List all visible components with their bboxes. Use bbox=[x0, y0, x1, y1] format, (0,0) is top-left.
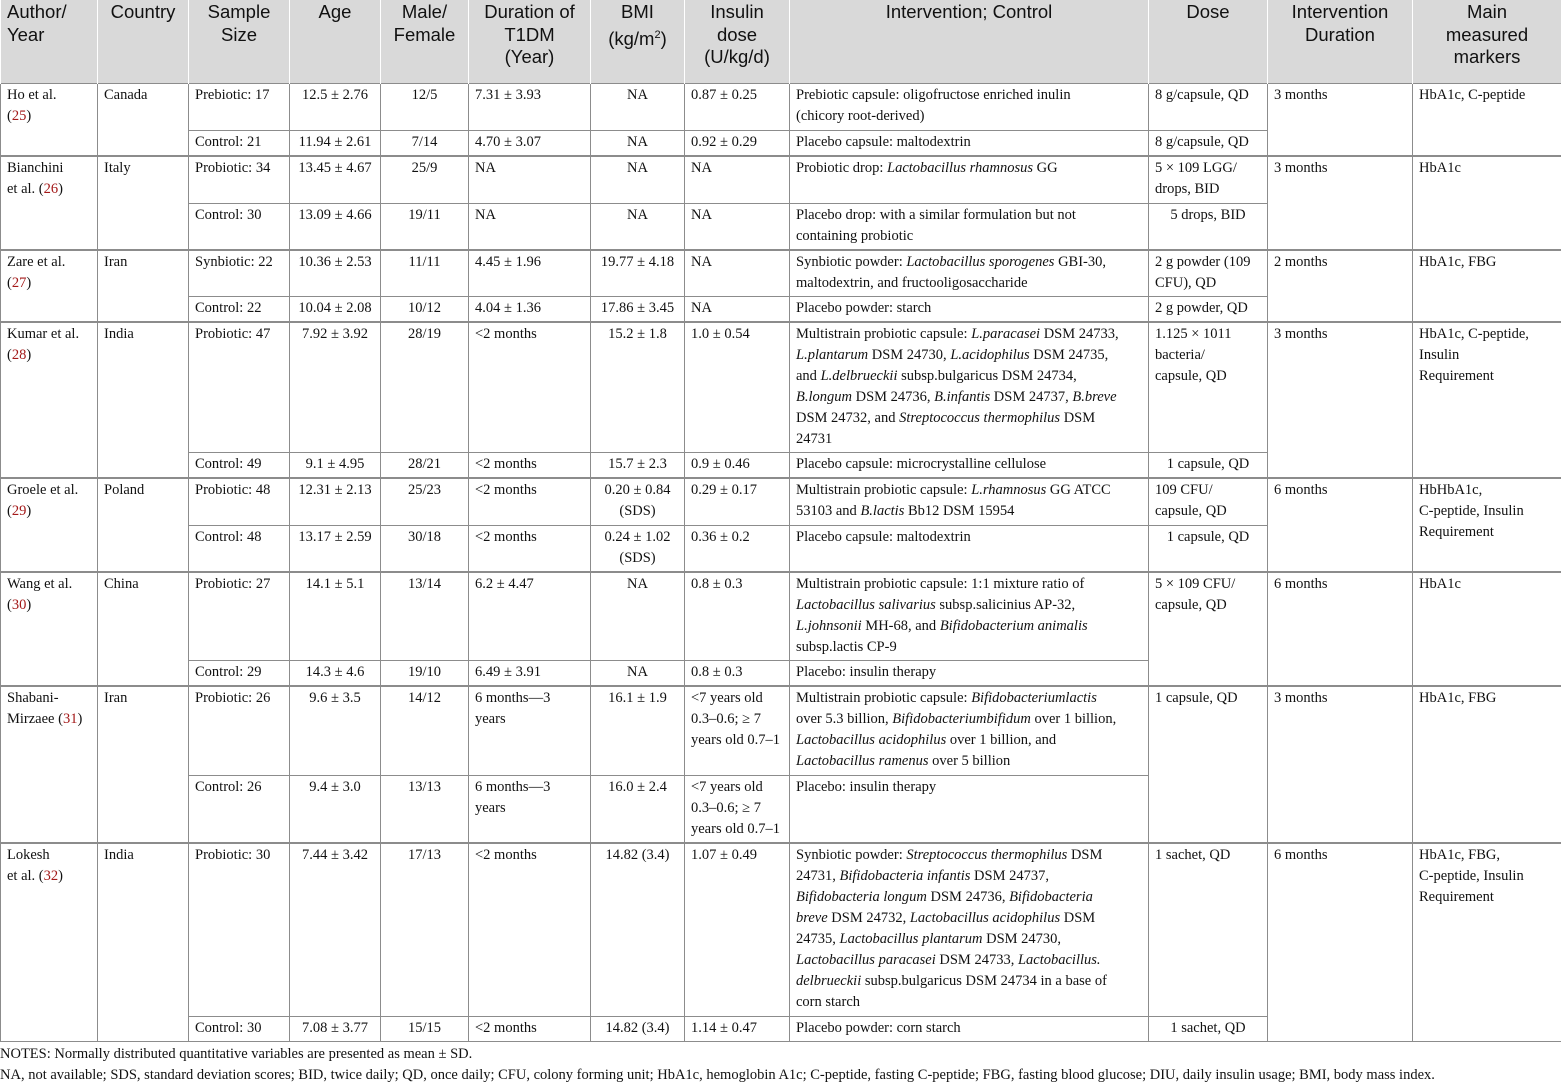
age-cell: 7.44 ± 3.42 bbox=[290, 843, 381, 1017]
sex-cell: 7/14 bbox=[381, 131, 469, 157]
age-cell: 9.6 ± 3.5 bbox=[290, 686, 381, 775]
sample-cell: Probiotic: 34 bbox=[189, 156, 290, 203]
bmi-cell: 15.2 ± 1.8 bbox=[591, 322, 685, 453]
dose-cell: 2 g powder (109 CFU), QD bbox=[1149, 250, 1268, 297]
header-markers: Main measured markers bbox=[1413, 0, 1561, 84]
intervention-text: DSM 24735, and bbox=[796, 347, 1109, 384]
duration-cell: 6.2 ± 4.47 bbox=[469, 572, 591, 661]
reference-link[interactable]: 30 bbox=[11, 596, 27, 613]
sample-cell: Control: 22 bbox=[189, 297, 290, 323]
intervention-duration-cell: 6 months bbox=[1268, 843, 1413, 1042]
intervention-cell: Placebo powder: corn starch bbox=[790, 1017, 1149, 1042]
intervention-text: Bb12 DSM 15954 bbox=[904, 503, 1015, 519]
table-row bbox=[1, 843, 1561, 1017]
sample-cell: Control: 48 bbox=[189, 525, 290, 572]
reference-link[interactable]: 31 bbox=[62, 711, 78, 727]
header-dose: Dose bbox=[1149, 0, 1268, 84]
bmi-cell: 14.82 (3.4) bbox=[591, 843, 685, 1017]
species-name: B.breve bbox=[1072, 389, 1117, 405]
age-cell: 13.17 ± 2.59 bbox=[290, 525, 381, 572]
author-cell: Zare et al. (27) bbox=[1, 250, 98, 323]
species-name: Lactobacillus acidophilus bbox=[909, 909, 1061, 926]
sex-cell: 30/18 bbox=[381, 525, 469, 572]
sex-cell: 13/14 bbox=[381, 572, 469, 661]
sample-cell: Control: 30 bbox=[189, 1017, 290, 1042]
age-cell: 14.1 ± 5.1 bbox=[290, 572, 381, 661]
sex-cell: 17/13 bbox=[381, 843, 469, 1017]
species-name: Lactobacillus ramenus bbox=[796, 753, 929, 769]
insulin-cell: 0.8 ± 0.3 bbox=[685, 661, 790, 687]
age-cell: 14.3 ± 4.6 bbox=[290, 661, 381, 687]
header-intervention-duration: Intervention Duration bbox=[1268, 0, 1413, 84]
insulin-cell: 0.8 ± 0.3 bbox=[685, 572, 790, 661]
header-country: Country bbox=[98, 0, 189, 84]
intervention-text: DSM 24732, and bbox=[796, 410, 896, 426]
insulin-cell: NA bbox=[685, 156, 790, 203]
author-cell: Kumar et al. (28) bbox=[1, 322, 98, 478]
intervention-text: Multistrain probiotic capsule: bbox=[796, 482, 972, 498]
species-name: Streptococcus thermophilus bbox=[899, 410, 1061, 426]
bmi-cell: 19.77 ± 4.18 bbox=[591, 250, 685, 297]
country-cell: Iran bbox=[98, 250, 189, 323]
intervention-cell: Placebo drop: with a similar formulation but not containing probiotic bbox=[790, 203, 1149, 250]
intervention-text: DSM 24730, bbox=[986, 930, 1062, 947]
intervention-cell: Placebo capsule: maltodextrin bbox=[790, 131, 1149, 157]
insulin-cell: <7 years old 0.3–0.6; ≥ 7 years old 0.7–1 bbox=[685, 686, 790, 775]
species-name: Bifidobacteria bbox=[1009, 888, 1093, 905]
duration-cell: <2 months bbox=[469, 453, 591, 479]
intervention-text: Synbiotic powder: bbox=[796, 846, 907, 863]
intervention-text: DSM 24733, bbox=[935, 951, 1018, 968]
intervention-cell: Probiotic drop: Lactobacillus rhamnosus GG bbox=[790, 156, 1149, 203]
header-duration: Duration of T1DM (Year) bbox=[469, 0, 591, 84]
duration-cell: <2 months bbox=[469, 1017, 591, 1042]
species-name: B.lactis bbox=[860, 503, 905, 519]
sample-cell: Control: 49 bbox=[189, 453, 290, 479]
bmi-cell: 15.7 ± 2.3 bbox=[591, 453, 685, 479]
insulin-cell: 0.9 ± 0.46 bbox=[685, 453, 790, 479]
duration-cell: 6 months—3 years bbox=[469, 775, 591, 843]
age-cell: 13.45 ± 4.67 bbox=[290, 156, 381, 203]
table-row bbox=[1, 250, 1561, 297]
intervention-text: GG ATCC 53103 and bbox=[796, 482, 1111, 519]
sex-cell: 28/19 bbox=[381, 322, 469, 453]
sample-cell: Probiotic: 48 bbox=[189, 478, 290, 525]
intervention-duration-cell: 3 months bbox=[1268, 686, 1413, 843]
author-cell: Lokesh et al. (32) bbox=[1, 843, 98, 1042]
duration-cell: 4.04 ± 1.36 bbox=[469, 297, 591, 323]
sample-cell: Probiotic: 26 bbox=[189, 686, 290, 775]
header-age: Age bbox=[290, 0, 381, 84]
bmi-cell: NA bbox=[591, 131, 685, 157]
dose-cell: 1.125 × 1011 bacteria/ capsule, QD bbox=[1149, 322, 1268, 453]
duration-cell: 7.31 ± 3.93 bbox=[469, 84, 591, 131]
bmi-cell: NA bbox=[591, 156, 685, 203]
header-sample-size: Sample Size bbox=[189, 0, 290, 84]
sample-cell: Probiotic: 27 bbox=[189, 572, 290, 661]
intervention-duration-cell: 3 months bbox=[1268, 84, 1413, 157]
reference-link[interactable]: 27 bbox=[11, 274, 27, 291]
header-row bbox=[1, 0, 1561, 84]
species-name: L.paracasei bbox=[971, 326, 1041, 342]
reference-link[interactable]: 32 bbox=[43, 867, 59, 884]
age-cell: 7.92 ± 3.92 bbox=[290, 322, 381, 453]
intervention-cell bbox=[790, 686, 1149, 775]
duration-cell: 4.45 ± 1.96 bbox=[469, 250, 591, 297]
bmi-cell: 16.1 ± 1.9 bbox=[591, 686, 685, 775]
intervention-text: DSM 24735, bbox=[796, 909, 1096, 947]
age-cell: 12.31 ± 2.13 bbox=[290, 478, 381, 525]
author-cell: Groele et al. (29) bbox=[1, 478, 98, 572]
age-cell: 9.4 ± 3.0 bbox=[290, 775, 381, 843]
table-notes bbox=[0, 1044, 1561, 1086]
intervention-text: DSM 24730, bbox=[868, 347, 951, 363]
sex-cell: 25/23 bbox=[381, 478, 469, 525]
species-name: L.acidophilus bbox=[950, 347, 1030, 363]
intervention-cell: Placebo: insulin therapy bbox=[790, 775, 1149, 843]
dose-cell: 109 CFU/ capsule, QD bbox=[1149, 478, 1268, 525]
intervention-text: subsp.bulgaricus DSM 24734, bbox=[901, 368, 1077, 384]
intervention-text: subsp.bulgaricus DSM 24734 in a base of corn starch bbox=[796, 972, 1107, 1010]
insulin-cell: <7 years old 0.3–0.6; ≥ 7 years old 0.7–1 bbox=[685, 775, 790, 843]
country-cell: Poland bbox=[98, 478, 189, 572]
table-row bbox=[1, 572, 1561, 661]
markers-cell: HbA1c, FBG, C-peptide, Insulin Requirement bbox=[1413, 843, 1561, 1042]
table-row bbox=[1, 156, 1561, 203]
age-cell: 9.1 ± 4.95 bbox=[290, 453, 381, 479]
sex-cell: 19/10 bbox=[381, 661, 469, 687]
bmi-cell: 14.82 (3.4) bbox=[591, 1017, 685, 1042]
sample-cell: Control: 29 bbox=[189, 661, 290, 687]
duration-cell: 6 months—3 years bbox=[469, 686, 591, 775]
country-cell: Italy bbox=[98, 156, 189, 250]
markers-cell: HbHbA1c, C-peptide, Insulin Requirement bbox=[1413, 478, 1561, 572]
intervention-text: DSM 24733, bbox=[1043, 326, 1119, 342]
intervention-cell: Synbiotic powder: Lactobacillus sporogenes GBI-30, maltodextrin, and fructooligosaccharide bbox=[790, 250, 1149, 297]
markers-cell: HbA1c, C-peptide bbox=[1413, 84, 1561, 157]
dose-cell: 2 g powder, QD bbox=[1149, 297, 1268, 323]
author-cell: Wang et al. (30) bbox=[1, 572, 98, 687]
species-name: L.plantarum bbox=[796, 347, 869, 363]
species-name: L.rhamnosus bbox=[971, 482, 1047, 498]
sex-cell: 25/9 bbox=[381, 156, 469, 203]
country-cell: Canada bbox=[98, 84, 189, 157]
species-name: Bifidobacteriumbifidum bbox=[892, 711, 1031, 727]
author-cell: Ho et al. (25) bbox=[1, 84, 98, 157]
sex-cell: 11/11 bbox=[381, 250, 469, 297]
bmi-cell: 16.0 ± 2.4 bbox=[591, 775, 685, 843]
intervention-text: over 5.3 billion, bbox=[796, 711, 889, 727]
insulin-cell: 0.36 ± 0.2 bbox=[685, 525, 790, 572]
intervention-cell bbox=[790, 478, 1149, 525]
insulin-cell: 0.87 ± 0.25 bbox=[685, 84, 790, 131]
sex-cell: 14/12 bbox=[381, 686, 469, 775]
author-cell: Shabani- Mirzaee (31) bbox=[1, 686, 98, 843]
intervention-text: over 5 billion bbox=[928, 753, 1011, 769]
sex-cell: 12/5 bbox=[381, 84, 469, 131]
sample-cell: Prebiotic: 17 bbox=[189, 84, 290, 131]
dose-cell: 8 g/capsule, QD bbox=[1149, 84, 1268, 131]
bmi-cell: NA bbox=[591, 661, 685, 687]
species-name: Lactobacillus paracasei bbox=[796, 951, 936, 968]
species-name: L.johnsonii bbox=[796, 617, 862, 634]
species-name: delbrueckii bbox=[796, 972, 862, 989]
sex-cell: 13/13 bbox=[381, 775, 469, 843]
species-name: Lactobacillus plantarum bbox=[839, 930, 983, 947]
header-sex: Male/ Female bbox=[381, 0, 469, 84]
intervention-text: Multistrain probiotic capsule: bbox=[796, 326, 972, 342]
bmi-cell: 0.20 ± 0.84 (SDS) bbox=[591, 478, 685, 525]
intervention-text: DSM 24732, bbox=[827, 909, 910, 926]
dose-cell: 1 capsule, QD bbox=[1149, 686, 1268, 843]
markers-cell: HbA1c, C-peptide, Insulin Requirement bbox=[1413, 322, 1561, 478]
reference-link[interactable]: 26 bbox=[43, 181, 59, 197]
intervention-text: over 1 billion, and bbox=[949, 732, 1057, 748]
intervention-text: over 1 billion, bbox=[1034, 711, 1117, 727]
age-cell: 12.5 ± 2.76 bbox=[290, 84, 381, 131]
duration-cell: <2 months bbox=[469, 478, 591, 525]
notes-line-1: NOTES: Normally distributed quantitative variables are presented as mean ± SD. bbox=[0, 1046, 473, 1062]
species-name: B.longum bbox=[796, 389, 852, 405]
header-bmi: BMI $(kg/m^2)$ bbox=[591, 0, 685, 84]
species-name: Bifidobacteriumlactis bbox=[971, 690, 1097, 706]
intervention-text: DSM 24736, bbox=[851, 389, 935, 405]
species-name: Bifidobacterium animalis bbox=[939, 617, 1088, 634]
intervention-text: Multistrain probiotic capsule: 1:1 mixture ratio of bbox=[796, 575, 1085, 592]
bmi-cell: NA bbox=[591, 572, 685, 661]
country-cell: China bbox=[98, 572, 189, 687]
duration-cell: 4.70 ± 3.07 bbox=[469, 131, 591, 157]
insulin-cell: 0.92 ± 0.29 bbox=[685, 131, 790, 157]
header-insulin-dose: Insulin dose (U/kg/d) bbox=[685, 0, 790, 84]
species-name: breve bbox=[796, 909, 828, 926]
intervention-text: DSM 24736, bbox=[926, 888, 1010, 905]
duration-cell: NA bbox=[469, 203, 591, 250]
insulin-cell: NA bbox=[685, 250, 790, 297]
species-name: B.infantis bbox=[934, 389, 991, 405]
sample-cell: Probiotic: 30 bbox=[189, 843, 290, 1017]
intervention-text: subsp.salicinius AP-32, bbox=[939, 596, 1076, 613]
intervention-cell bbox=[790, 572, 1149, 661]
intervention-cell: Placebo powder: starch bbox=[790, 297, 1149, 323]
bmi-cell: 17.86 ± 3.45 bbox=[591, 297, 685, 323]
bmi-cell: NA bbox=[591, 203, 685, 250]
sample-cell: Control: 21 bbox=[189, 131, 290, 157]
header-intervention: Intervention; Control bbox=[790, 0, 1149, 84]
intervention-duration-cell: 3 months bbox=[1268, 322, 1413, 478]
intervention-text: subsp.lactis CP-9 bbox=[796, 638, 897, 655]
intervention-cell: Placebo capsule: maltodextrin bbox=[790, 525, 1149, 572]
dose-cell: 1 capsule, QD bbox=[1149, 453, 1268, 479]
dose-cell: 1 sachet, QD bbox=[1149, 843, 1268, 1017]
species-name: Streptococcus thermophilus bbox=[906, 846, 1068, 863]
dose-cell: 5 × 109 LGG/ drops, BID bbox=[1149, 156, 1268, 203]
sex-cell: 15/15 bbox=[381, 1017, 469, 1042]
species-name: Bifidobacteria infantis bbox=[839, 867, 971, 884]
species-name: Lactobacillus salivarius bbox=[796, 596, 936, 613]
bmi-cell: 0.24 ± 1.02 (SDS) bbox=[591, 525, 685, 572]
markers-cell: HbA1c, FBG bbox=[1413, 250, 1561, 323]
reference-link[interactable]: 28 bbox=[11, 347, 27, 363]
species-name: Lactobacillus acidophilus bbox=[796, 732, 947, 748]
intervention-cell: Prebiotic capsule: oligofructose enriched inulin (chicory root-derived) bbox=[790, 84, 1149, 131]
intervention-text: DSM 24731 bbox=[796, 410, 1096, 447]
sample-cell: Probiotic: 47 bbox=[189, 322, 290, 453]
dose-cell: 1 capsule, QD bbox=[1149, 525, 1268, 572]
sample-cell: Control: 26 bbox=[189, 775, 290, 843]
table-row bbox=[1, 686, 1561, 775]
duration-cell: NA bbox=[469, 156, 591, 203]
sex-cell: 19/11 bbox=[381, 203, 469, 250]
reference-link[interactable]: 25 bbox=[11, 108, 27, 124]
species-name: Lactobacillus. bbox=[1017, 951, 1101, 968]
table-row bbox=[1, 478, 1561, 525]
dose-cell: 1 sachet, QD bbox=[1149, 1017, 1268, 1042]
age-cell: 11.94 ± 2.61 bbox=[290, 131, 381, 157]
insulin-cell: 0.29 ± 0.17 bbox=[685, 478, 790, 525]
country-cell: India bbox=[98, 843, 189, 1042]
sex-cell: 10/12 bbox=[381, 297, 469, 323]
dose-cell: 5 drops, BID bbox=[1149, 203, 1268, 250]
dose-cell: 8 g/capsule, QD bbox=[1149, 131, 1268, 157]
intervention-duration-cell: 6 months bbox=[1268, 572, 1413, 687]
insulin-cell: NA bbox=[685, 297, 790, 323]
age-cell: 10.04 ± 2.08 bbox=[290, 297, 381, 323]
insulin-cell: 1.14 ± 0.47 bbox=[685, 1017, 790, 1042]
intervention-text: DSM 24731, bbox=[796, 846, 1103, 884]
age-cell: 7.08 ± 3.77 bbox=[290, 1017, 381, 1042]
dose-cell: 5 × 109 CFU/ capsule, QD bbox=[1149, 572, 1268, 687]
sex-cell: 28/21 bbox=[381, 453, 469, 479]
markers-cell: HbA1c bbox=[1413, 572, 1561, 687]
bmi-cell: NA bbox=[591, 84, 685, 131]
duration-cell: <2 months bbox=[469, 525, 591, 572]
sample-cell: Synbiotic: 22 bbox=[189, 250, 290, 297]
intervention-text: MH-68, and bbox=[861, 617, 940, 634]
species-name: Bifidobacteria longum bbox=[796, 888, 927, 905]
duration-cell: <2 months bbox=[469, 843, 591, 1017]
insulin-cell: 1.0 ± 0.54 bbox=[685, 322, 790, 453]
intervention-cell: Placebo: insulin therapy bbox=[790, 661, 1149, 687]
duration-cell: 6.49 ± 3.91 bbox=[469, 661, 591, 687]
sample-cell: Control: 30 bbox=[189, 203, 290, 250]
intervention-cell bbox=[790, 322, 1149, 453]
notes-line-2: NA, not available; SDS, standard deviation scores; BID, twice daily; QD, once daily; CFU, colony forming unit; HbA1c, hemoglobin A1c; C-peptide, fasting C-peptide; FBG, fasting blood glucose; DIU, daily insulin usage; BMI, body mass index. bbox=[0, 1067, 1435, 1083]
intervention-cell bbox=[790, 843, 1149, 1017]
header-author: Author/ Year bbox=[1, 0, 98, 84]
species-name: L.delbrueckii bbox=[820, 368, 898, 384]
intervention-cell: Placebo capsule: microcrystalline cellulose bbox=[790, 453, 1149, 479]
insulin-cell: 1.07 ± 0.49 bbox=[685, 843, 790, 1017]
markers-cell: HbA1c bbox=[1413, 156, 1561, 250]
age-cell: 13.09 ± 4.66 bbox=[290, 203, 381, 250]
age-cell: 10.36 ± 2.53 bbox=[290, 250, 381, 297]
markers-cell: HbA1c, FBG bbox=[1413, 686, 1561, 843]
intervention-text: DSM 24737, bbox=[974, 867, 1049, 884]
intervention-text: DSM 24737, bbox=[990, 389, 1073, 405]
table-row bbox=[1, 322, 1561, 453]
author-cell: Bianchini et al. (26) bbox=[1, 156, 98, 250]
country-cell: India bbox=[98, 322, 189, 478]
intervention-text: Multistrain probiotic capsule: bbox=[796, 690, 972, 706]
reference-link[interactable]: 29 bbox=[11, 503, 27, 519]
intervention-duration-cell: 3 months bbox=[1268, 156, 1413, 250]
table-row bbox=[1, 84, 1561, 131]
insulin-cell: NA bbox=[685, 203, 790, 250]
country-cell: Iran bbox=[98, 686, 189, 843]
intervention-duration-cell: 6 months bbox=[1268, 478, 1413, 572]
intervention-duration-cell: 2 months bbox=[1268, 250, 1413, 323]
duration-cell: <2 months bbox=[469, 322, 591, 453]
